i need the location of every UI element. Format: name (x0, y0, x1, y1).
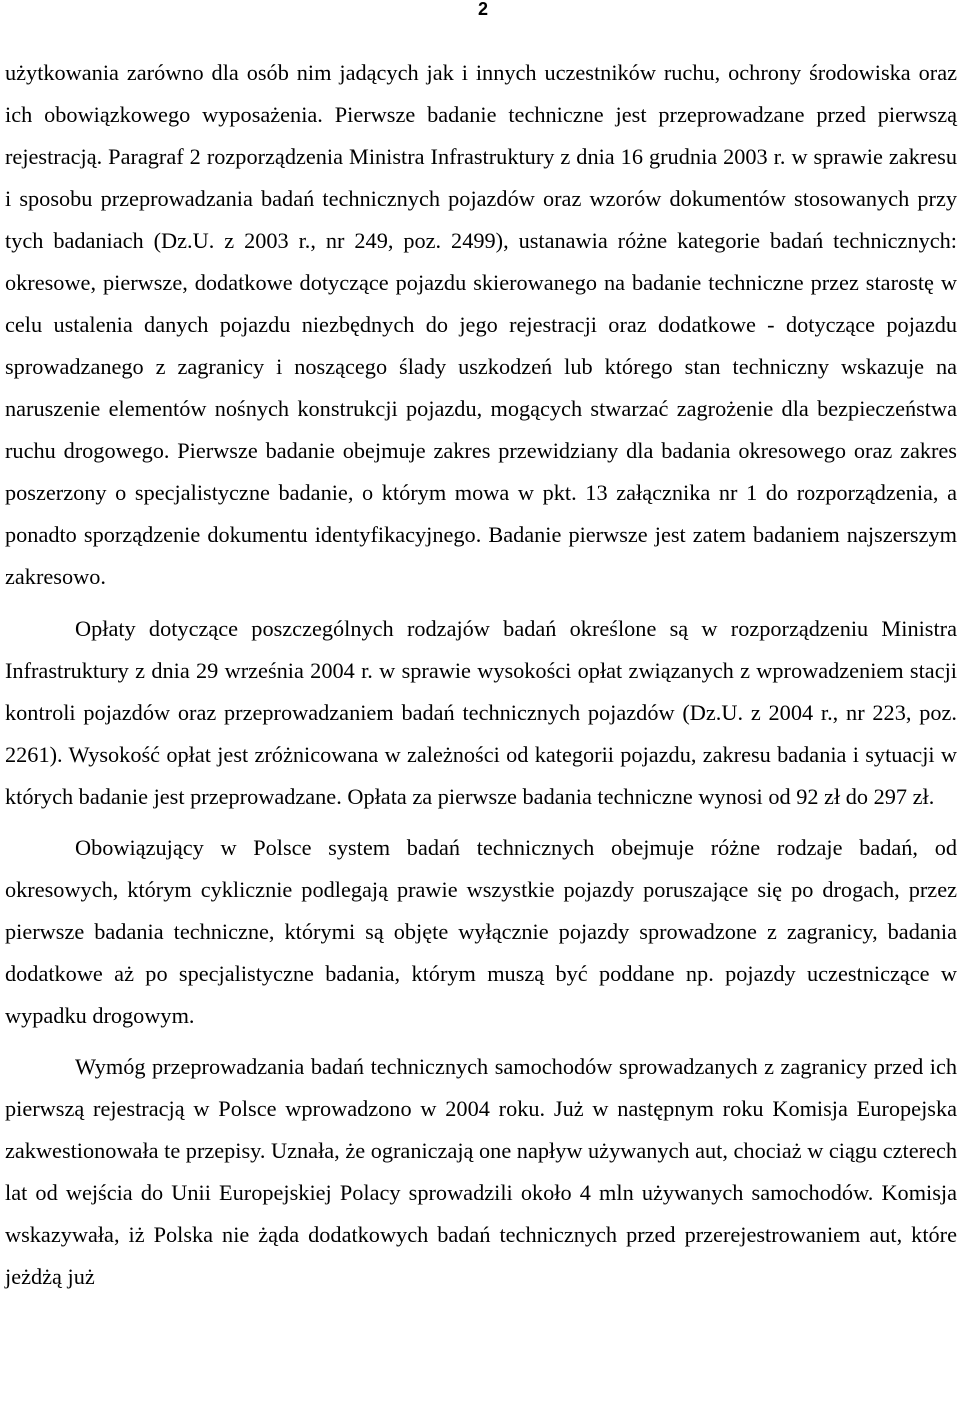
paragraph-gap (5, 598, 957, 608)
paragraph-4: Wymóg przeprowadzania badań technicznych samochodów sprowadzanych z zagranicy przed ich pierwszą rejestracją w Polsce wprowadzono w 2004 roku. Już w następnym roku Komisja Europejska zakwestionowała te przepisy. Uznała, że ograniczają one napływ używanych aut, chociaż w ciągu czterech lat od wejścia do Unii Europejskiej Polacy sprowadzili około 4 mln używanych samochodów. Komisja wskazywała, iż Polska nie żąda dodatkowych badań technicznych przed przerejestrowaniem aut, które jeżdżą już (5, 1054, 957, 1289)
paragraph-3: Obowiązujący w Polsce system badań technicznych obejmuje różne rodzaje badań, od okresowych, którym cyklicznie podlegają prawie wszystkie pojazdy poruszające się po drogach, przez pierwsze badania techniczne, którymi są objęte wyłącznie pojazdy sprowadzone z zagranicy, badania dodatkowe aż po specjalistyczne badania, którym muszą być poddane np. pojazdy uczestniczące w wypadku drogowym. (5, 835, 957, 1028)
paragraph-gap (5, 1037, 957, 1046)
paragraph-2: Opłaty dotyczące poszczególnych rodzajów badań określone są w rozporządzeniu Ministra Infrastruktury z dnia 29 września 2004 r. w sprawie wysokości opłat związanych z wprowadzeniem stacji kontroli pojazdów oraz przeprowadzaniem badań technicznych pojazdów (Dz.U. z 2004 r., nr 223, poz. 2261). Wysokość opłat jest zróżnicowana w zależności od kategorii pojazdu, zakresu badania i sytuacji w których badanie jest przeprowadzane. Opłata za pierwsze badania techniczne wynosi od 92 zł do 297 zł. (5, 616, 957, 809)
page-number: 2 (477, 0, 488, 19)
document-body (5, 52, 957, 1298)
paragraph-gap (5, 818, 957, 827)
paragraph-1: użytkowania zarówno dla osób nim jadących jak i innych uczestników ruchu, ochrony środowiska oraz ich obowiązkowego wyposażenia. Pierwsze badanie techniczne jest przeprowadzane przed pierwszą rejestracją. Paragraf 2 rozporządzenia Ministra Infrastruktury z dnia 16 grudnia 2003 r. w sprawie zakresu i sposobu przeprowadzania badań technicznych pojazdów oraz wzorów dokumentów stosowanych przy tych badaniach (Dz.U. z 2003 r., nr 249, poz. 2499), ustanawia różne kategorie badań technicznych: okresowe, pierwsze, dodatkowe dotyczące pojazdu skierowanego na badanie techniczne przez starostę w celu ustalenia danych pojazdu niezbędnych do jego rejestracji oraz dodatkowe - dotyczące pojazdu sprowadzanego z zagranicy i noszącego ślady uszkodzeń lub którego stan techniczny wskazuje na naruszenie elementów nośnych konstrukcji pojazdu, mogących stwarzać zagrożenie dla bezpieczeństwa ruchu drogowego. Pierwsze badanie obejmuje zakres przewidziany dla badania okresowego oraz zakres poszerzony o specjalistyczne badanie, o którym mowa w pkt. 13 załącznika nr 1 do rozporządzenia, a ponadto sporządzenie dokumentu identyfikacyjnego. Badanie pierwsze jest zatem badaniem najszerszym zakresowo. (5, 60, 957, 589)
